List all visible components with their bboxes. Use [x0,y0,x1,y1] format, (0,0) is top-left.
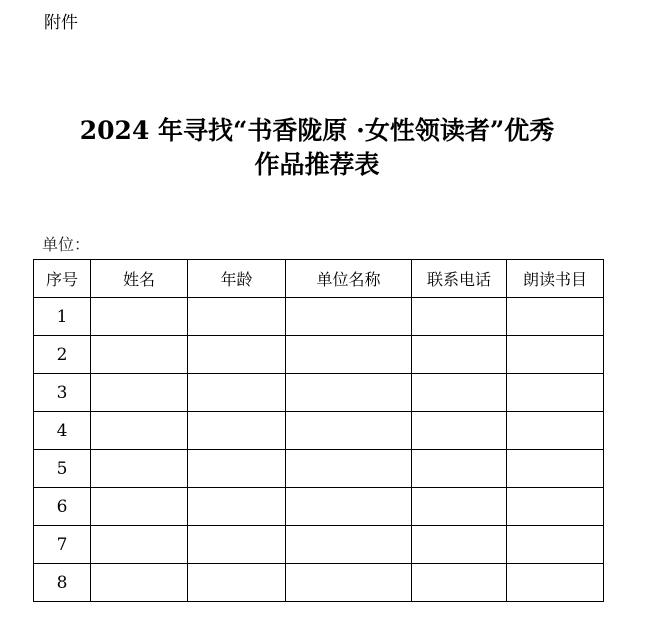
reading-title-cell[interactable] [507,374,604,412]
phone-cell[interactable] [412,526,507,564]
table-row [34,374,604,412]
age-cell[interactable] [188,412,286,450]
name-cell[interactable] [91,488,188,526]
row-index: 6 [34,488,91,526]
name-cell[interactable] [91,564,188,602]
title-line-1: 2024 年寻找“书香陇原 ·女性领读者”优秀 [79,116,555,145]
organization-cell[interactable] [286,488,412,526]
organization-cell[interactable] [286,450,412,488]
table-row [34,526,604,564]
table-row [34,450,604,488]
organization-cell[interactable] [286,526,412,564]
reading-title-cell[interactable] [507,564,604,602]
phone-cell[interactable] [412,564,507,602]
row-index: 1 [34,298,91,336]
name-cell[interactable] [91,450,188,488]
organization-cell[interactable] [286,564,412,602]
table-row [34,564,604,602]
recommendation-table [33,259,604,602]
organization-cell[interactable] [286,336,412,374]
age-cell[interactable] [188,374,286,412]
header-name: 姓名 [91,260,188,298]
row-index: 4 [34,412,91,450]
age-cell[interactable] [188,336,286,374]
page-title [0,114,634,182]
reading-title-cell[interactable] [507,336,604,374]
reading-title-cell[interactable] [507,412,604,450]
phone-cell[interactable] [412,336,507,374]
phone-cell[interactable] [412,412,507,450]
phone-cell[interactable] [412,488,507,526]
row-index: 2 [34,336,91,374]
unit-label: 单位： [42,235,91,254]
header-phone: 联系电话 [412,260,507,298]
name-cell[interactable] [91,412,188,450]
reading-title-cell[interactable] [507,450,604,488]
age-cell[interactable] [188,488,286,526]
row-index: 5 [34,450,91,488]
age-cell[interactable] [188,564,286,602]
table-row [34,488,604,526]
title-line-2: 作品推荐表 [254,150,380,179]
phone-cell[interactable] [412,374,507,412]
header-organization: 单位名称 [286,260,412,298]
table-header-row [34,260,604,298]
table-row [34,298,604,336]
attachment-label: 附件 [44,13,78,33]
name-cell[interactable] [91,298,188,336]
name-cell[interactable] [91,374,188,412]
organization-cell[interactable] [286,412,412,450]
reading-title-cell[interactable] [507,488,604,526]
row-index: 8 [34,564,91,602]
organization-cell[interactable] [286,298,412,336]
reading-title-cell[interactable] [507,526,604,564]
organization-cell[interactable] [286,374,412,412]
table-row [34,336,604,374]
phone-cell[interactable] [412,298,507,336]
age-cell[interactable] [188,450,286,488]
age-cell[interactable] [188,526,286,564]
age-cell[interactable] [188,298,286,336]
header-index: 序号 [34,260,91,298]
row-index: 7 [34,526,91,564]
name-cell[interactable] [91,336,188,374]
reading-title-cell[interactable] [507,298,604,336]
row-index: 3 [34,374,91,412]
header-age: 年龄 [188,260,286,298]
phone-cell[interactable] [412,450,507,488]
header-reading-title: 朗读书目 [507,260,604,298]
name-cell[interactable] [91,526,188,564]
table-row [34,412,604,450]
